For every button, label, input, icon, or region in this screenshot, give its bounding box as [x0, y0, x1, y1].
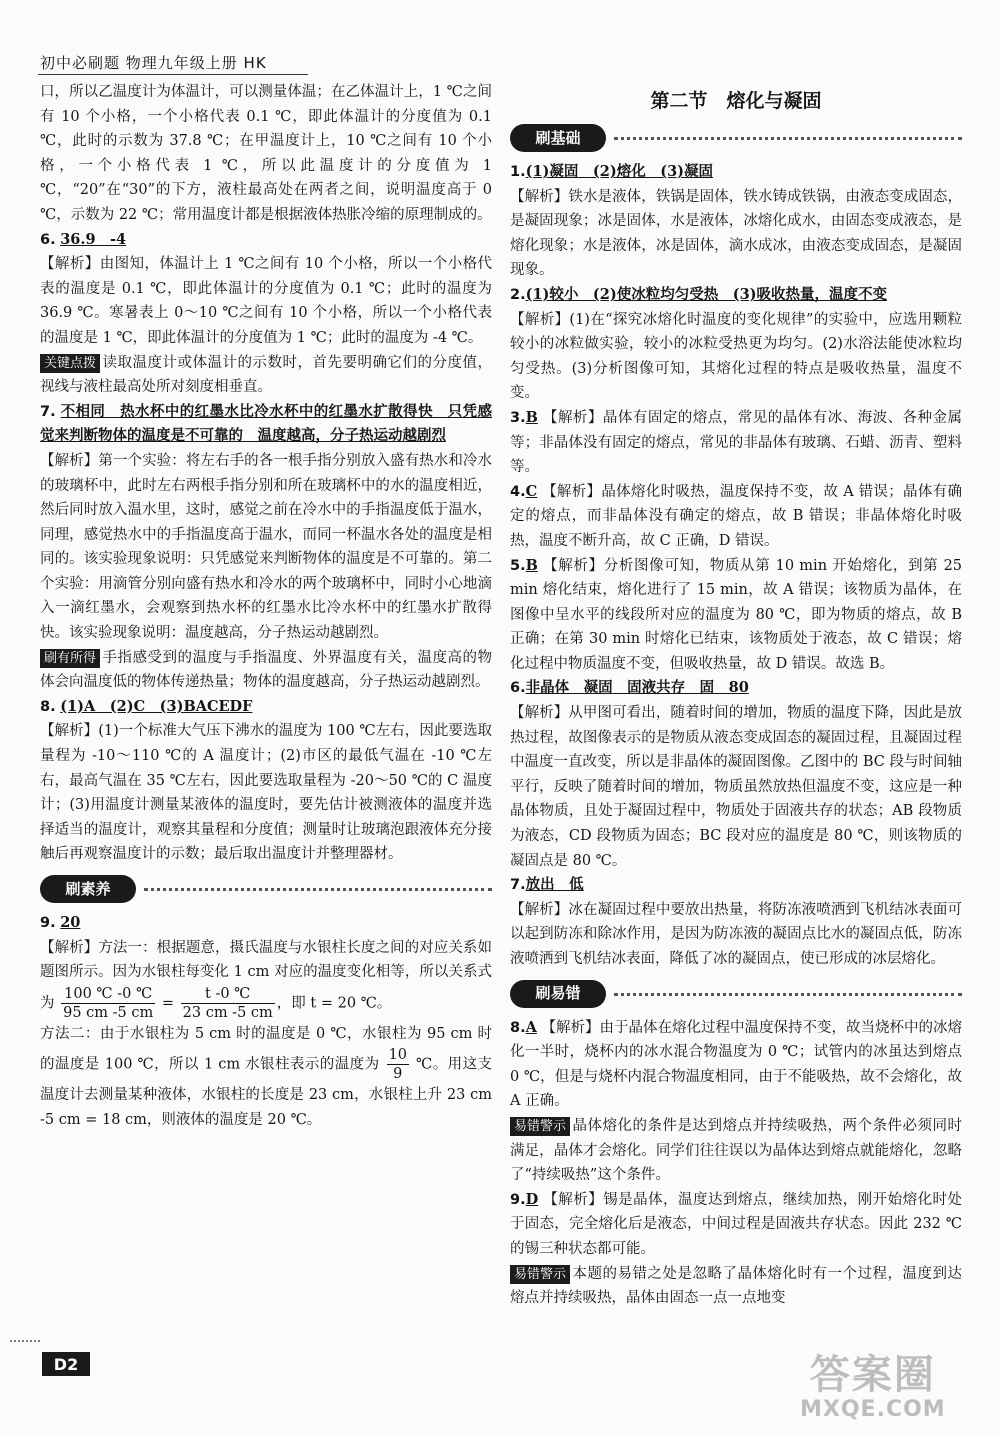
question-5 — [510, 554, 962, 677]
answer: 20 — [60, 914, 81, 931]
analysis-tag: 【解析】 — [542, 483, 602, 500]
fraction-numerator: 10 — [388, 1047, 408, 1064]
analysis-9-method-1 — [40, 936, 492, 1022]
analysis-tag: 【解析】 — [541, 1019, 600, 1036]
answer: B — [525, 556, 538, 574]
answer: D — [525, 1190, 539, 1208]
analysis-7 — [40, 449, 492, 646]
question-number: 7. — [40, 403, 56, 420]
analysis-text: 由图知，体温计上 1 ℃之间有 10 个小格，所以一个小格代表的温度是 0.1 ℃，即此体温计的分度值为 0.1 ℃；此时的温度为 36.9 ℃。寒暑表上 0～10 ℃之间有 10 个小格，所以一个小格代表的温度是 1 ℃，即此体温计的分度值为 1 ℃；此时的温度为 -4 ℃。 — [40, 256, 492, 346]
warning-text: 晶体熔化的条件是达到熔点并持续吸热，两个条件必须同时满足，晶体才会熔化。同学们往往误以为晶体达到熔点就能熔化，忽略了“持续吸热”这个条件。 — [510, 1117, 962, 1184]
header-rule — [38, 74, 308, 75]
answer: (1)较小 (2)使冰粒均匀受热 (3)吸收热量，温度不变 — [525, 285, 888, 303]
page-number: D2 — [42, 1352, 90, 1376]
question-3 — [510, 406, 962, 480]
analysis-1 — [510, 185, 962, 283]
section-badge: 刷基础 — [510, 124, 606, 152]
analysis-text: 铁水是液体，铁锅是固体，铁水铸成铁锅，由液态变成固态，是凝固现象；冰是固体，水是液体，冰熔化成水，由固态变成液态，是熔化现象；水是液体，冰是固体，滴水成冰，由液态变成固态，是凝固现象。 — [510, 188, 963, 279]
mistake-warning — [510, 1262, 962, 1311]
warning-tag: 易错警示 — [510, 1117, 570, 1136]
analysis-text: (1)在“探究冰熔化时温度的变化规律”的实验中，应选用颗粒较小的冰粒做实验，较小的冰粒受热更为均匀。(2)水浴法能使冰粒均匀受热。(3)分析图像可知，其熔化过程的特点是吸收热量，温度不变。 — [510, 311, 962, 402]
question-4 — [510, 480, 962, 554]
section-title: 第二节 熔化与凝固 — [650, 90, 822, 112]
question-7 — [40, 400, 492, 449]
question-2 — [510, 283, 962, 308]
answer: 不相同 热水杯中的红墨水比冷水杯中的红墨水扩散得快 只凭感觉来判断物体的温度是不可靠的 温度越高，分子热运动越剧烈 — [40, 402, 492, 445]
question-number: 8. — [40, 698, 56, 715]
answer: C — [525, 482, 538, 500]
analysis-9-method-2 — [40, 1022, 492, 1133]
key-tip-tag: 关键点拨 — [40, 354, 100, 373]
key-tip — [40, 351, 492, 400]
answer: B — [525, 408, 538, 426]
question-6 — [510, 676, 962, 701]
analysis-tag: 【解析】 — [510, 311, 570, 328]
analysis-tag: 【解析】 — [543, 1191, 604, 1208]
fraction-denominator: 95 cm -5 cm — [63, 1004, 154, 1021]
section-header-basics — [510, 120, 962, 158]
analysis-tag: 【解析】 — [543, 557, 604, 574]
section-badge: 刷素养 — [40, 875, 136, 903]
running-header: 初中必刷题 物理九年级上册 HK — [40, 54, 267, 72]
question-8 — [510, 1016, 962, 1114]
mistake-warning — [510, 1114, 962, 1188]
question-number: 6. — [40, 231, 56, 248]
analysis-text: 锡是晶体，温度达到熔点，继续加热，刚开始熔化时处于固态，完全熔化后是液态，中间过程是固液共存状态。因此 232 ℃的锡三种状态都可能。 — [510, 1191, 963, 1257]
fraction-denominator: 9 — [393, 1066, 403, 1083]
watermark-logo — [800, 1352, 946, 1422]
answer: 放出 低 — [525, 876, 584, 894]
question-number: 9. — [510, 1191, 526, 1208]
method-1-result: ，即 t = 20 ℃。 — [276, 995, 392, 1012]
question-number: 7. — [510, 877, 526, 894]
question-9 — [40, 911, 492, 936]
dotted-divider — [614, 993, 962, 996]
warning-tag: 易错警示 — [510, 1265, 570, 1284]
section-badge: 刷易错 — [510, 980, 606, 1008]
analysis-text: 从甲图可看出，随着时间的增加，物质的温度下降，因此是放热过程，故图像表示的是物质从液态变成固态的凝固过程，且凝固过程中温度一直改变，所以是非晶体的凝固图像。乙图中的 BC 段与时间轴平行，反映了随着时间的增加，物质虽然放热但温度不变，这应是一种晶体物质，且处于凝固过程中，物质处于固液共存的状态；AB 段物质为液态，CD 段物质为固态；BC 段对应的温度是 80 ℃，则该物质的凝固点是 80 ℃。 — [510, 705, 963, 869]
watermark-url: MXQE.COM — [800, 1397, 946, 1422]
answer: 非晶体 凝固 固液共存 固 80 — [525, 679, 749, 697]
analysis-tag: 【解析】 — [40, 723, 99, 740]
method-2-result: ℃。用这支温度计去测量某种液体，水银柱的长度是 23 cm，水银柱上升 23 cm -5 cm = 18 cm，则液体的温度是 20 ℃。 — [40, 1056, 492, 1128]
equals-sign: = — [161, 995, 175, 1012]
takeaway-tag: 刷有所得 — [40, 649, 100, 668]
analysis-tag: 【解析】 — [40, 256, 100, 273]
analysis-tag: 【解析】 — [40, 939, 99, 956]
fraction-numerator: 100 ℃ -0 ℃ — [61, 985, 155, 1004]
analysis-2 — [510, 308, 962, 406]
dotted-divider — [144, 888, 492, 891]
watermark-text: 答案圈 — [809, 1352, 936, 1398]
question-number: 2. — [510, 286, 526, 303]
analysis-text: 由于晶体在熔化过程中温度保持不变，故当烧杯中的冰熔化一半时，烧杯内的冰水混合物温度为 0 ℃；试管内的冰虽达到熔点 0 ℃，但是与烧杯内混合物温度相同，由于不能吸热，故不会熔化，故 A 正确。 — [510, 1019, 963, 1110]
answer: (1)A (2)C (3)BACEDF — [60, 697, 253, 715]
question-number: 9. — [40, 915, 56, 931]
fraction-denominator: 23 cm -5 cm — [182, 1004, 273, 1021]
question-8 — [40, 695, 492, 720]
question-number: 3. — [510, 409, 526, 426]
answer: A — [525, 1018, 537, 1036]
analysis-text: (1)一个标准大气压下沸水的温度为 100 ℃左右，因此要选取量程为 -10～110 ℃的 A 温度计；(2)市区的最低气温在 -10 ℃左右，最高气温在 35 ℃左右，因此要选取量程为 -20～50 ℃的 C 温度计；(3)用温度计测量某液体的温度时，要先估计被测液体的温度并选择适当的温度计，观察其量程和分度值；测量时让玻璃泡跟液体充分接触后再观察温度计的示数；最后取出温度计并整理器材。 — [40, 723, 492, 863]
fraction — [61, 985, 155, 1022]
method-2-text: 方法二：由于水银柱为 5 cm 时的温度是 0 ℃，水银柱为 95 cm 时的温度是 100 ℃，所以 1 cm 水银柱表示的温度为 — [40, 1025, 492, 1073]
takeaway-note — [40, 646, 492, 695]
answer: (1)凝固 (2)熔化 (3)凝固 — [525, 163, 714, 180]
analysis-tag: 【解析】 — [542, 409, 603, 426]
continuation-text: 口，所以乙温度计为体温计，可以测量体温；在乙体温计上，1 ℃之间有 10 个小格，一个小格代表 0.1 ℃，即此体温计的分度值为 0.1 ℃，此时的示数为 37.8 ℃；在甲温度计上，10 ℃之间有 10 个小格，一个小格代表 1 ℃，所以此温度计的分度值为 1 ℃，“20”在“30”的下方，液柱最高处在两者之间，说明温度高于 0 ℃，示数为 22 ℃；常用温度计都是根据液体热胀冷缩的原理制成的。 — [40, 84, 492, 223]
fraction — [387, 1046, 409, 1083]
analysis-tag: 【解析】 — [510, 901, 569, 918]
analysis-tag: 【解析】 — [510, 188, 569, 205]
analysis-6 — [40, 252, 492, 350]
warning-text: 本题的易错之处是忽略了晶体熔化时有一个过程，温度到达熔点并持续吸热，晶体由固态一点一点地变 — [510, 1265, 962, 1307]
question-number: 4. — [510, 483, 526, 500]
section-header-mistakes — [510, 976, 962, 1014]
analysis-text: 晶体熔化时吸热，温度保持不变，故 A 错误；晶体有确定的熔点，而非晶体没有确定的熔点，故 B 错误；非晶体熔化时吸热，温度不断升高，故 C 正确，D 错误。 — [510, 483, 962, 549]
key-tip-text: 读取温度计或体温计的示数时，首先要明确它们的分度值，视线与液柱最高处所对刻度相垂直。 — [40, 354, 492, 396]
method-1-text: 方法一：根据题意，摄氏温度与水银柱长度之间的对应关系如题图所示。因为水银柱每变化 1 cm 对应的温度变化相等，所以关系式为 — [40, 939, 493, 1012]
question-number: 5. — [510, 557, 526, 574]
analysis-7 — [510, 898, 962, 972]
answer: 36.9 -4 — [60, 230, 127, 248]
section-header-literacy — [40, 871, 492, 909]
question-6 — [40, 228, 492, 253]
left-column — [40, 80, 492, 1133]
question-9 — [510, 1188, 962, 1262]
analysis-text: 晶体有固定的熔点，常见的晶体有冰、海波、各种金属等；非晶体没有固定的熔点，常见的非晶体有玻璃、石蜡、沥青、塑料等。 — [510, 409, 963, 476]
analysis-text: 第一个实验：将左右手的各一根手指分别放入盛有热水和冷水的玻璃杯中，此时左右两根手指分别和所在玻璃杯中的水的温度相近，然后同时放入温水里，这时，感觉之前在冷水中的手指温度低于温水，同理，感觉热水中的手指温度高于温水，而同一杯温水各处的温度是相同的。该实验现象说明：只凭感觉来判断物体的温度是不可靠的。第二个实验：用滴管分别向盛有热水和冷水的两个玻璃杯中，同时小心地滴入一滴红墨水，会观察到热水杯的红墨水比冷水杯中的红墨水扩散得快。该实验现象说明：温度越高，分子热运动越剧烈。 — [40, 452, 493, 642]
question-number: 6. — [510, 680, 526, 697]
page-dots — [10, 1340, 40, 1342]
fraction — [181, 985, 275, 1022]
analysis-tag: 【解析】 — [40, 452, 99, 469]
takeaway-text: 手指感受到的温度与手指温度、外界温度有关，温度高的物体会向温度低的物体传递热量；物体的温度越高，分子热运动越剧烈。 — [40, 649, 492, 691]
question-number: 8. — [510, 1019, 526, 1036]
analysis-6 — [510, 701, 962, 873]
right-column — [510, 86, 962, 1311]
fraction-numerator: t -0 ℃ — [181, 985, 275, 1004]
dotted-divider — [614, 137, 962, 140]
analysis-text: 分析图像可知，物质从第 10 min 开始熔化，到第 25 min 熔化结束，熔化进行了 15 min，故 A 错误；该物质为晶体，在图像中呈水平的线段所对应的温度为 80 ℃，即为物质的熔点，故 B 正确；在第 30 min 时熔化已结束，该物质处于液态，故 C 错误；熔化过程中物质温度不变，但吸收热量，故 D 错误。故选 B。 — [510, 557, 963, 672]
analysis-tag: 【解析】 — [510, 705, 569, 722]
question-1 — [510, 160, 962, 185]
analysis-text: 冰在凝固过程中要放出热量，将防冻液喷洒到飞机结冰表面可以起到防冻和除冰作用，是因为防冻液的凝固点比水的凝固点低，防冻液喷洒到飞机结冰表面，降低了冰的凝固点，使已形成的冰层熔化。 — [510, 901, 963, 967]
question-7 — [510, 873, 962, 898]
analysis-8 — [40, 719, 492, 867]
question-number: 1. — [510, 164, 526, 180]
